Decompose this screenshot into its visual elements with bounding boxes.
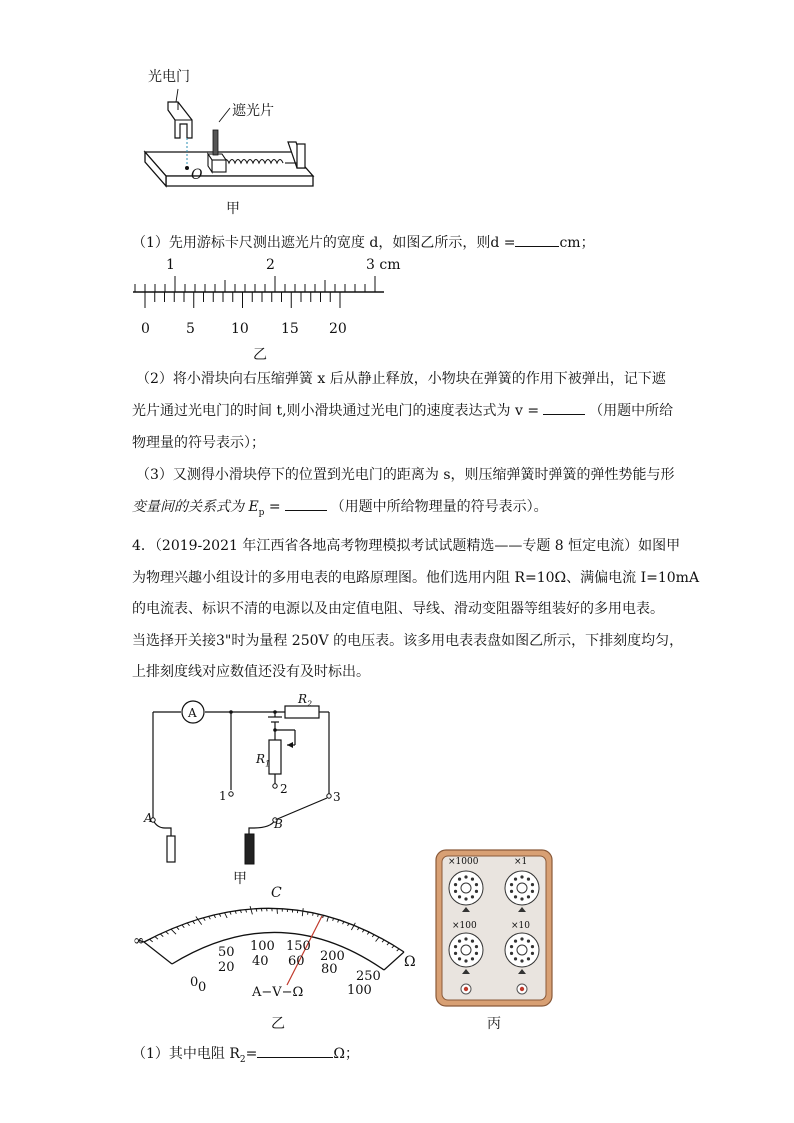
q3-part1 [132,236,595,250]
dial-digit-mark [458,895,461,898]
meter-tick [182,925,184,928]
q3-part2-line2 [132,404,673,418]
dial-digit-mark [531,952,534,955]
photogate-label: 光电门 [148,69,190,85]
dial-digit-mark [458,957,461,960]
terminal-1-label: 1 [219,789,227,803]
scale-upper-50: 50 [218,945,235,960]
dial-digit-mark [520,937,523,940]
meter-tick [176,927,179,930]
infinity-mark: ∞ [133,933,145,949]
r1-symbol: R [256,752,266,766]
meter-tick [376,937,380,941]
dial-digit-mark [454,952,457,955]
meter-tick [193,921,195,924]
meter-tick [382,940,384,942]
ep-symbol: 变量间的关系式为 E [132,499,259,515]
meter-tick [397,949,399,951]
meter-tick [318,914,319,917]
circuit-caption: 甲 [233,871,247,887]
dial-digit-mark [531,945,534,948]
meter-tick [203,918,205,921]
ammeter-symbol: A [188,706,197,720]
point-o-label: O [191,167,203,183]
q3-part2-line2-text: 光片通过光电门的时间 t,则小滑块通过光电门的速度表达式为 v = [132,403,540,419]
answer-blank-v[interactable] [543,414,585,415]
q3-part3-line2-tail: （用题中所给物理量的符号表示）。 [330,499,548,515]
dial-label-x10: ×10 [511,921,530,931]
dial-digit-mark [464,897,467,900]
dial-digit-mark [475,952,478,955]
vernier-label-0: 0 [141,321,150,337]
scale-zero-lower: 0 [198,980,207,995]
dial-digit-mark [471,940,474,943]
dial-digit-mark [510,883,513,886]
dial-digit-mark [531,883,534,886]
meter-tick [155,936,158,939]
meter-tick [166,931,169,934]
dial-digit-mark [471,878,474,881]
meter-tick [327,917,329,922]
meter-tick [392,946,394,948]
mode-label: A−V−Ω [252,985,304,1000]
meter-tick [171,929,176,934]
meter-tick [343,922,344,925]
q4-line3: 的电流表、标识不清的电源以及由定值电阻、导线、滑动变阻器等组装好的多用电表。 [132,601,664,617]
photogate-apparatus-figure [130,62,330,222]
scale-mid-100: 100 [347,983,372,998]
meter-tick [198,919,202,924]
dial-digit-mark [514,957,517,960]
dial-digit-mark [514,878,517,881]
figure-jia-caption: 甲 [226,201,240,217]
dial-label-x1: ×1 [514,857,528,867]
black-probe [245,834,254,864]
terminal-3-label: 3 [333,790,341,804]
dial-digit-mark [464,937,467,940]
q3-part1-text: （1）先用游标卡尺测出遮光片的宽度 d，如图乙所示，则d = [132,235,516,251]
meter-major-tick [196,917,198,920]
meter-tick [362,930,364,932]
meter-tick [149,939,152,942]
q3-part2-line1: （2）将小滑块向右压缩弹簧 x 后从静止释放，小物块在弹簧的作用下被弹出，记下遮 [136,371,666,387]
meter-tick [351,925,354,930]
dial-digit-mark [454,883,457,886]
meter-tick [372,935,374,937]
vernier-label-20: 20 [329,321,347,337]
terminal-2-label: 2 [280,782,288,796]
red-probe [167,836,175,862]
q3-part2-line2-tail: （用题中所给 [589,403,674,419]
r2-subscript: 2 [307,699,313,709]
ep-equals: = [264,499,281,515]
answer-blank-r2[interactable] [257,1057,333,1058]
dial-digit-mark [527,895,530,898]
q4-line2: 为物理兴趣小组设计的多用电表的电路原理图。他们选用内阻 R=10Ω、满偏电流 I=10mA [132,570,700,586]
probe-b-label: B [274,817,283,831]
dial-digit-mark [471,957,474,960]
dial-digit-mark [458,940,461,943]
scale-mid-20: 20 [218,960,235,975]
meter-major-tick [354,923,355,926]
q4-part1-subscript: 2 [239,1054,246,1065]
meter-tick [387,943,389,945]
dial-digit-mark [475,883,478,886]
dial-label-x100: ×100 [452,921,477,931]
meter-tick [313,913,314,916]
q3-part1-unit: cm； [559,235,595,251]
meter-tick [302,911,303,916]
main-scale-label-3cm: 3 cm [366,257,401,273]
q3-part3-line2 [132,500,548,520]
r2-symbol: R [298,692,308,706]
vernier-label-5: 5 [186,321,195,337]
q4-line1: 4．（2019-2021 年江西省各地高考物理模拟考试试题精选——专题 8 恒定电流）如图甲 [132,538,681,554]
dial-digit-mark [454,945,457,948]
r1-label [256,752,270,771]
dial-digit-mark [454,890,457,893]
dial-digit-mark [527,878,530,881]
scale-upper-100: 100 [250,939,275,954]
meter-tick [348,923,349,926]
q4-part1-unit: Ω； [333,1046,359,1062]
dial-digit-mark [475,890,478,893]
q4-part1 [132,1047,359,1067]
multimeter-circuit-figure [135,690,355,870]
dial-digit-mark [464,959,467,962]
dial-digit-mark [520,897,523,900]
scale-mid-80: 80 [321,962,338,977]
meter-tick [338,920,339,923]
shade-piece-label: 遮光片 [232,103,274,119]
dial-digit-mark [520,875,523,878]
dial-digit-mark [527,957,530,960]
scale-mid-60: 60 [288,954,305,969]
ohm-unit: Ω [404,954,416,970]
r2-label [298,692,312,711]
q4-part1-equals: = [245,1046,258,1062]
dial-digit-mark [520,959,523,962]
answer-blank-d[interactable] [515,246,559,247]
main-scale-label-1: 1 [166,257,175,273]
vernier-label-15: 15 [281,321,299,337]
vernier-label-10: 10 [231,321,249,337]
q4-part1-text: （1）其中电阻 R [132,1046,240,1062]
scale-upper-250: 250 [356,969,381,984]
dial-digit-mark [527,940,530,943]
probe-a-label: A [144,811,153,825]
q3-part2-line3: 物理量的符号表示）； [132,435,265,451]
meter-tick [367,932,369,934]
pointer-c-label: C [271,885,282,901]
dial-digit-mark [510,890,513,893]
q4-line5: 上排刻度线对应数值还没有及时标出。 [132,664,370,680]
scale-upper-150: 150 [286,939,311,954]
dial-digit-mark [510,952,513,955]
dial-label-x1000: ×1000 [448,857,479,867]
meter-tick [251,909,253,914]
dial-digit-mark [464,875,467,878]
dial-digit-mark [458,878,461,881]
dial-digit-mark [531,890,534,893]
dial-digit-mark [514,940,517,943]
dial-digit-mark [510,945,513,948]
ep-subscript: p [258,507,265,518]
r1-subscript: 1 [265,759,271,769]
meter-tick [225,913,228,918]
scale-mid-40: 40 [252,954,269,969]
scale-zero-upper: 0 [190,975,199,990]
main-scale-label-2: 2 [266,257,275,273]
meter-caption: 乙 [271,1016,285,1032]
resistance-box-caption: 丙 [487,1016,501,1032]
meter-tick [261,908,262,911]
dial-digit-mark [475,945,478,948]
q4-line4: 当选择开关接3"时为量程 250V 的电压表。该多用电表表盘如图乙所示，下排刻度均匀， [132,633,684,649]
dial-digit-mark [471,895,474,898]
caliper-caption: 乙 [253,347,267,363]
answer-blank-ep[interactable] [285,510,327,511]
scale-upper-200: 200 [320,949,345,964]
q3-part3-line1: （3）又测得小滑块停下的位置到光电门的距离为 s，则压缩弹簧时弹簧的弹性势能与形 [136,467,675,483]
dial-digit-mark [514,895,517,898]
meter-tick [187,923,189,926]
meter-tick [160,934,163,937]
